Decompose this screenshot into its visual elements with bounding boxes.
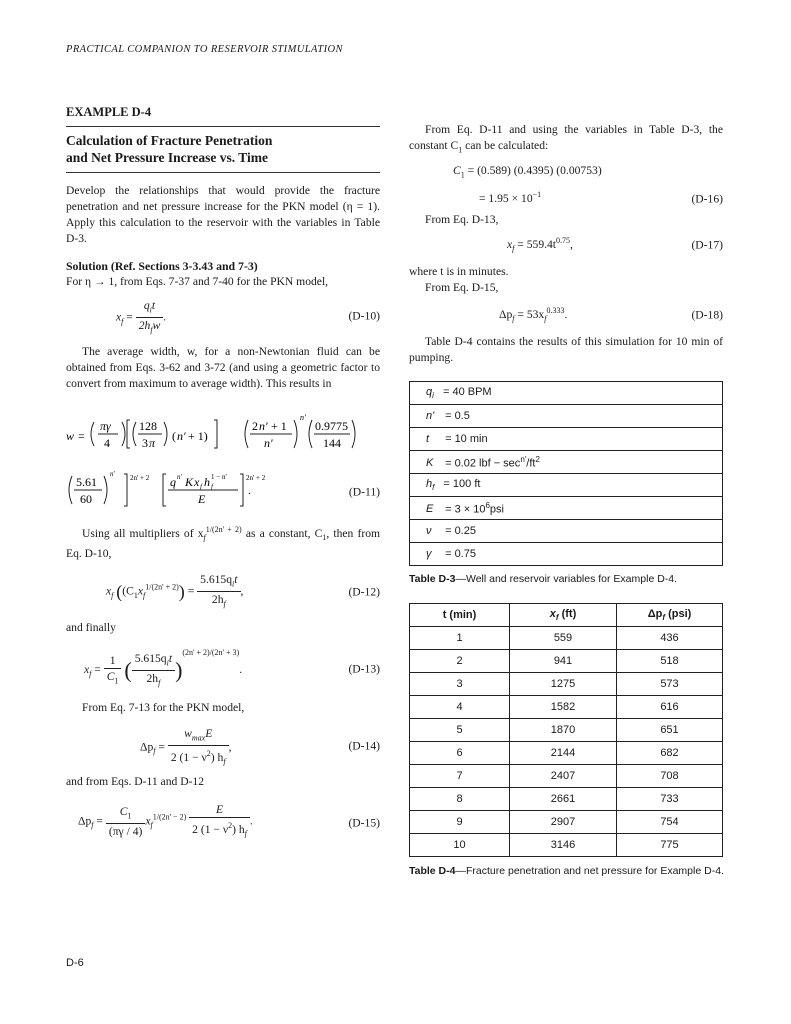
paragraph-finally: and finally <box>66 621 116 635</box>
net-pressure-cell: 754 <box>617 811 723 834</box>
column-header-time: t (min) <box>410 604 510 627</box>
variable-cell: t = 10 min <box>410 428 723 451</box>
time-cell: 1 <box>410 627 510 650</box>
time-cell: 8 <box>410 788 510 811</box>
equation-d14: $\Delta p_f$ = $\frac{w_{max}E}{2 (1 - \nu^2) h_f}$ , (D-14) <box>66 722 380 770</box>
time-cell: 7 <box>410 765 510 788</box>
time-cell: 9 <box>410 811 510 834</box>
table-row <box>410 788 723 811</box>
equation-label-d11: (D-11) <box>348 485 380 499</box>
table-row <box>410 405 723 428</box>
example-title <box>66 132 380 166</box>
svg-text:n': n' <box>300 413 306 422</box>
table-row <box>410 650 723 673</box>
equation-label-d15: (D-15) <box>348 816 380 830</box>
paragraph-constant: From Eq. D-11 and using the variables in Table D-3, the constant $C_1$ can be calculated: <box>409 123 723 155</box>
svg-text:f: f <box>211 483 213 491</box>
net-pressure-cell: 733 <box>617 788 723 811</box>
table-row <box>410 742 723 765</box>
table-d4-caption: Table D-4—Fracture penetration and net pressure for Example D-4. <box>409 865 724 877</box>
penetration-cell: 941 <box>510 650 617 673</box>
penetration-cell: 1582 <box>510 696 617 719</box>
net-pressure-cell: 518 <box>617 650 723 673</box>
svg-text:3: 3 <box>142 436 148 450</box>
table-row <box>410 696 723 719</box>
svg-text:144: 144 <box>323 436 341 450</box>
variable-cell: K = 0.02 lbf − $\sec^{n'}/ft^2$ <box>410 451 723 474</box>
svg-text:+ 1: + 1 <box>271 419 287 433</box>
svg-text:q: q <box>170 475 176 489</box>
d13-fraction: $\frac{1}{C_1}$ <box>104 653 122 688</box>
paragraph-pkn: For η → 1, from Eqs. 7-37 and 7-40 for the PKN model, <box>66 275 329 288</box>
running-head: PRACTICAL COMPANION TO RESERVOIR STIMULATION <box>66 44 343 55</box>
table-row <box>410 719 723 742</box>
svg-text:2: 2 <box>252 419 258 433</box>
svg-text:+ 1): + 1) <box>188 429 208 443</box>
penetration-cell: 2907 <box>510 811 617 834</box>
table-row <box>410 673 723 696</box>
svg-text:h: h <box>204 475 210 489</box>
equation-d12: $x_f$ ($(C_1x_f^{1/(2n' + 2)})$ = $\frac{5.615q_it}{2h_f}$ , (D-12) <box>66 568 380 616</box>
svg-text:n': n' <box>177 429 186 443</box>
svg-text:f: f <box>200 483 202 491</box>
svg-text:n': n' <box>264 436 273 450</box>
equation-label-d17: (D-17) <box>691 238 723 252</box>
equation-label-d12: (D-12) <box>348 585 380 599</box>
variable-cell: $q_i = 40$ BPM <box>410 382 723 405</box>
divider <box>66 126 380 127</box>
table-row <box>410 428 723 451</box>
penetration-cell: 1870 <box>510 719 617 742</box>
time-cell: 5 <box>410 719 510 742</box>
equation-label-d18: (D-18) <box>691 308 723 322</box>
equation-d11 <box>66 400 380 518</box>
net-pressure-cell: 775 <box>660 839 679 851</box>
net-pressure-cell: 682 <box>617 742 723 765</box>
net-pressure-cell: 573 <box>617 673 723 696</box>
d14-fraction: $\frac{w_{max}E}{2 (1 - \nu^2) h_f}$ <box>168 726 229 769</box>
svg-text:n': n' <box>177 473 182 481</box>
time-cell: 4 <box>410 696 510 719</box>
svg-text:60: 60 <box>80 492 92 506</box>
example-title-line2: and Net Pressure Increase vs. Time <box>66 150 268 165</box>
variable-cell: $E = 3 \times 10^6psi$ <box>410 497 723 520</box>
table-row <box>410 543 723 566</box>
svg-text:K: K <box>185 475 194 489</box>
penetration-cell: 1275 <box>510 673 617 696</box>
paragraph-minutes: where t is in minutes. <box>409 265 509 279</box>
net-pressure-cell: 616 <box>617 696 723 719</box>
table-row <box>410 451 723 474</box>
svg-text:5.61: 5.61 <box>76 475 97 489</box>
variable-cell: $h_f = 100$ ft <box>410 474 723 497</box>
table-d3-caption: Table D-3—Well and reservoir variables for Example D-4. <box>409 573 678 585</box>
d13-inner-fraction: $\frac{5.615q_it}{2h_f}$ <box>132 651 175 691</box>
d11-formula <box>66 400 366 518</box>
d10-fraction: $\frac{q_it}{2h_fw}$ <box>136 298 164 338</box>
paragraph-table-d4: Table D-4 contains the results of this simulation for 10 min of pumping. <box>409 335 723 365</box>
intro-paragraph: Develop the relationships that would provide the fracture penetration and net pressure increase for the PKN model (η = 1). Apply this calculation to the reservoir with the variables in Table D-3. <box>66 184 380 245</box>
d12-fraction: $\frac{5.615q_it}{2h_f}$ <box>197 572 240 612</box>
variable-cell: ν = 0.25 <box>410 520 723 543</box>
table-d4 <box>409 603 723 857</box>
svg-text:w: w <box>66 429 75 443</box>
paragraph-and-from: and from Eqs. D-11 and D-12 <box>66 775 205 789</box>
svg-text:π: π <box>149 436 156 450</box>
svg-text:1 − n': 1 − n' <box>211 473 227 481</box>
equation-label-d16: (D-16) <box>691 192 723 206</box>
equation-d18: $\Delta p_f = 53x_f^{0.333}$. (D-18) <box>499 306 723 324</box>
table-row <box>410 765 723 788</box>
net-pressure-cell: 436 <box>617 627 723 650</box>
equation-d13: $x_f$ = $\frac{1}{C_1}$ ( $\frac{5.615q_it}{2h_f}$ )$^{(2n' + 2)/(2n' + 3)}$. (D-13) <box>66 644 380 694</box>
equation-label-d14: (D-14) <box>348 739 380 753</box>
time-cell: 2 <box>410 650 510 673</box>
svg-text:0.9775: 0.9775 <box>315 419 348 433</box>
svg-text:128: 128 <box>139 419 157 433</box>
column-header-net-pressure: $\Delta p_f$ (psi) <box>617 604 723 627</box>
svg-text:.: . <box>248 483 251 497</box>
table-row <box>410 834 723 857</box>
svg-text:x: x <box>194 475 200 489</box>
time-cell: 3 <box>410 673 510 696</box>
page-number: D-6 <box>66 957 84 969</box>
paragraph-from-d13: From Eq. D-13, <box>425 213 499 227</box>
net-pressure-cell: 651 <box>617 719 723 742</box>
net-pressure-cell: 708 <box>617 765 723 788</box>
right-column <box>409 122 723 366</box>
penetration-cell: 2144 <box>510 742 617 765</box>
column-header-penetration: $x_f$ (ft) <box>510 604 617 627</box>
time-cell: 10 <box>410 834 510 857</box>
svg-text:E: E <box>198 492 206 506</box>
penetration-cell: 559 <box>510 627 617 650</box>
equation-d15: $\Delta p_f$ = $\frac{C_1}{(\pi\gamma / 4)}$ $x_f^{1/(2n' - 2)}$ $\frac{E}{2 (1 - \nu^2) h_f}$ . (D-15) <box>66 798 380 848</box>
equation-d16: $C_1 = (0.589)$ (0.4395) (0.00753) = $1.95 \times 10^{-1}$ (D-16) <box>453 164 723 206</box>
paragraph-multipliers: Using all multipliers of $x_f^{1/(2n' + 2)}$ as a constant, $C_1$, then from Eq. D-10, <box>66 525 381 561</box>
penetration-cell: 3146 <box>510 834 617 857</box>
time-cell: 6 <box>410 742 510 765</box>
equation-label-d10: (D-10) <box>348 309 380 323</box>
variable-cell: n' = 0.5 <box>410 405 723 428</box>
example-label: EXAMPLE D-4 <box>66 105 152 119</box>
paragraph-from-d15: From Eq. D-15, <box>425 281 499 295</box>
svg-text:(: ( <box>172 429 176 443</box>
table-row <box>410 811 723 834</box>
table-row <box>410 382 723 405</box>
penetration-cell: 2407 <box>510 765 617 788</box>
d15-fraction-2: $\frac{E}{2 (1 - \nu^2) h_f}$ <box>189 802 250 841</box>
svg-text:4: 4 <box>104 436 110 450</box>
variable-cell: γ = 0.75 <box>426 548 476 560</box>
solution-heading: Solution (Ref. Sections 3-3.43 and 7-3) <box>66 259 258 273</box>
equation-d10: $x_f$ = $\frac{q_it}{2h_fw}$ . (D-10) <box>66 294 380 338</box>
left-column <box>66 105 380 848</box>
paragraph-average-width: The average width, w, for a non-Newtonian fluid can be obtained from Eqs. 3-62 and 3-72 (and using a geometric factor to convert from maximum to average width). This results in <box>66 345 380 390</box>
table-header-row <box>410 604 723 627</box>
svg-text:2n' + 2: 2n' + 2 <box>130 474 150 482</box>
svg-text:2n' + 2: 2n' + 2 <box>246 474 266 482</box>
table-row <box>410 474 723 497</box>
table-row <box>410 627 723 650</box>
svg-text:πγ: πγ <box>100 419 111 433</box>
table-row <box>410 497 723 520</box>
penetration-cell: 2661 <box>510 788 617 811</box>
svg-text:=: = <box>78 429 85 443</box>
table-d3 <box>409 381 723 566</box>
svg-text:n': n' <box>110 470 115 478</box>
paragraph-pkn-713: From Eq. 7-13 for the PKN model, <box>82 701 245 715</box>
equation-d17: $x_f = 559.4t^{0.75}$, (D-17) <box>507 236 723 254</box>
example-title-line1: Calculation of Fracture Penetration <box>66 133 273 148</box>
equation-label-d13: (D-13) <box>348 662 380 676</box>
table-row <box>410 520 723 543</box>
d15-fraction-1: $\frac{C_1}{(\pi\gamma / 4)}$ <box>106 804 146 839</box>
svg-text:n': n' <box>259 419 268 433</box>
